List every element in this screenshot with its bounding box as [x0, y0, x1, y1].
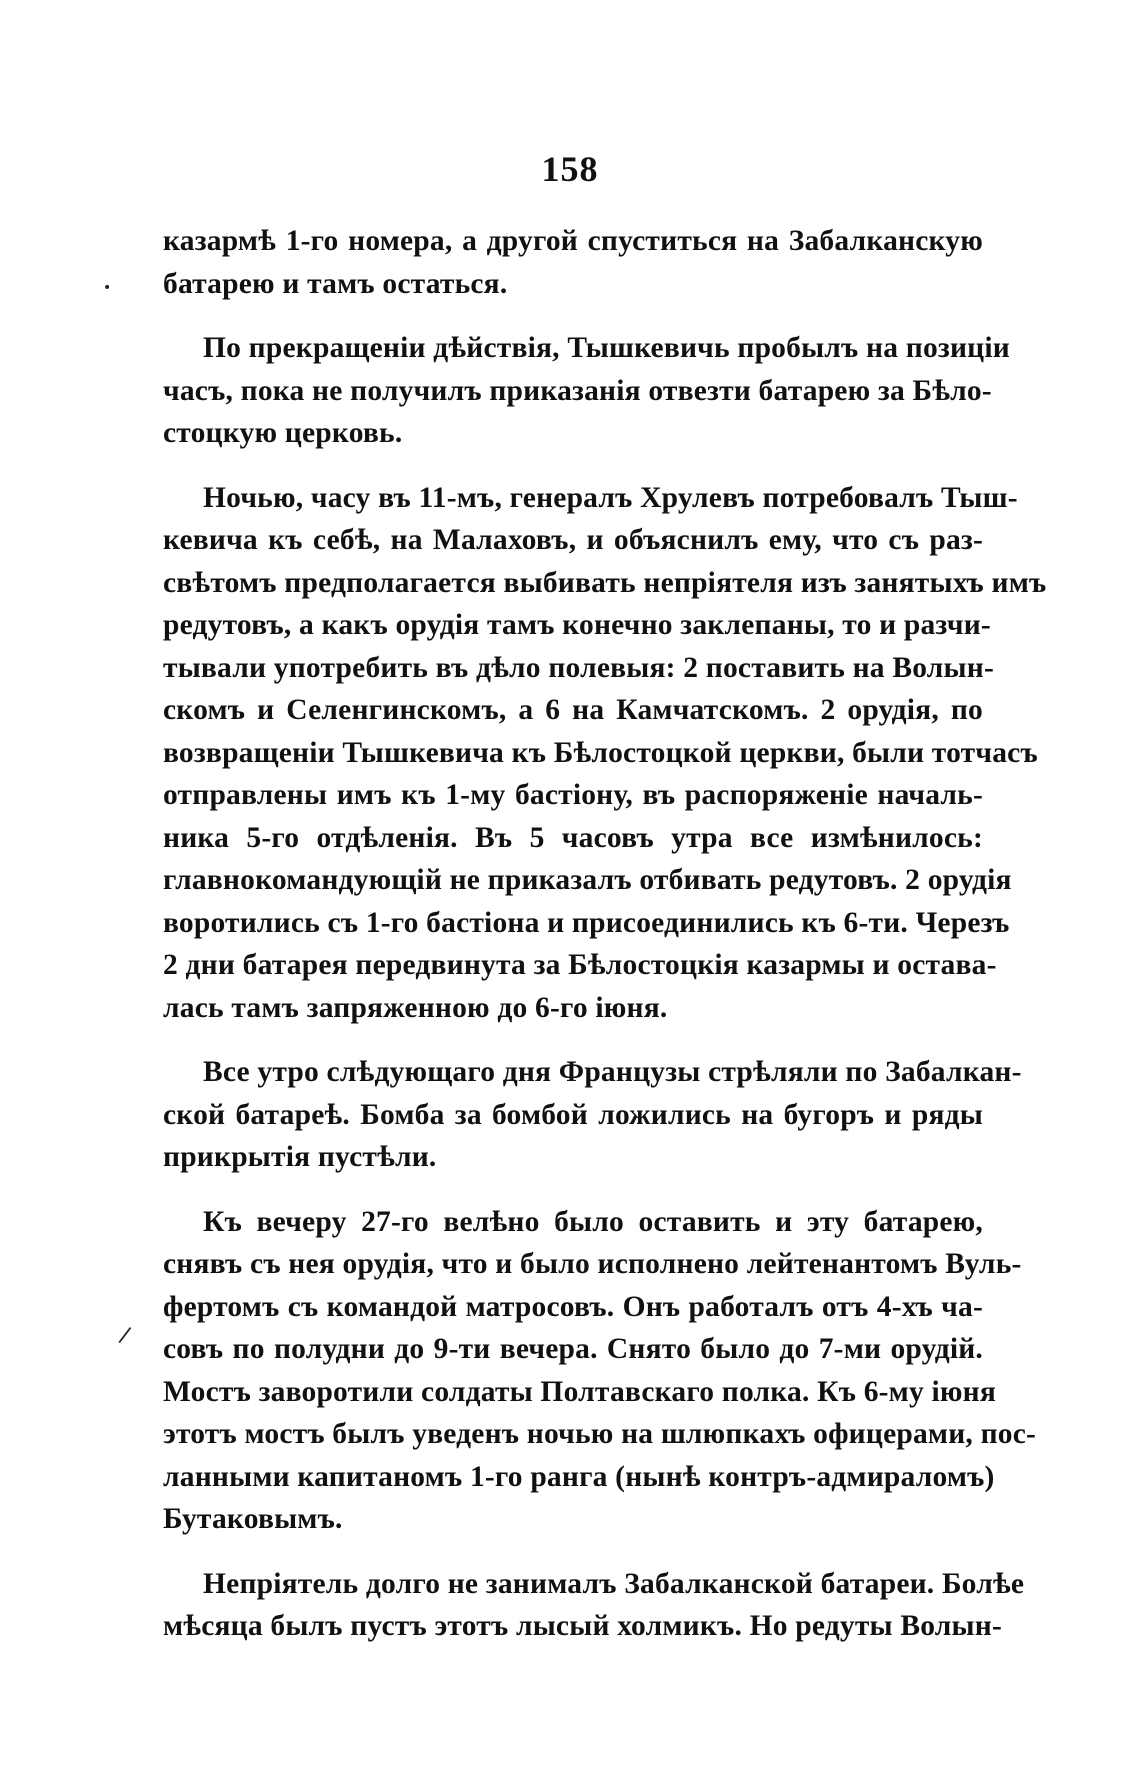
text-line: свѣтомъ предполагается выбивать непріятеля изъ занятыхъ имъ	[163, 566, 1047, 599]
text-line: лась тамъ запряженною до 6-го іюня.	[163, 991, 668, 1024]
text-line: батарею и тамъ остаться.	[163, 267, 508, 300]
text-line: отправлены имъ къ 1-му бастіону, въ распоряженіе началь-	[163, 779, 983, 811]
paragraph	[163, 1051, 1022, 1179]
text-line: тывали употребить въ дѣло полевыя: 2 поставить на Волын-	[163, 651, 994, 684]
text-line: прикрытія пустѣли.	[163, 1141, 437, 1173]
text-line: 2 дни батарея передвинута за Бѣлостоцкія казармы и остава-	[163, 949, 997, 981]
text-line: главнокомандующій не приказалъ отбивать редутовъ. 2 орудія	[163, 864, 1012, 896]
text-line: кевича къ себѣ, на Малаховъ, и объяснилъ ему, что съ раз-	[163, 524, 983, 556]
paragraph	[163, 327, 1010, 455]
page-number: 158	[541, 149, 599, 189]
text-line: редутовъ, а какъ орудія тамъ конечно заклепаны, то и разчи-	[163, 609, 991, 641]
margin-tick-mark: /	[116, 1322, 133, 1349]
text-line: ланными капитаномъ 1-го ранга (нынѣ контръ-адмираломъ)	[163, 1460, 995, 1493]
paragraph	[163, 1201, 1037, 1541]
text-line: Ночью, часу въ 11-мъ, генералъ Хрулевъ потребовалъ Тыш-	[203, 481, 1018, 514]
text-line: Непріятель долго не занималъ Забалканской батареи. Болѣе	[203, 1567, 1025, 1600]
paragraph	[163, 477, 1047, 1030]
text-line: фертомъ съ командой матросовъ. Онъ работалъ отъ 4-хъ ча-	[163, 1290, 983, 1323]
margin-dot-mark: •	[103, 280, 112, 296]
text-line: часъ, пока не получилъ приказанія отвезти батарею за Бѣло-	[163, 374, 992, 407]
text-line: скомъ и Селенгинскомъ, а 6 на Камчатскомъ. 2 орудія, по	[163, 694, 983, 726]
text-line: По прекращеніи дѣйствія, Тышкевичь пробылъ на позиціи	[203, 332, 1010, 364]
text-line: снявъ съ нея орудія, что и было исполнено лейтенантомъ Вуль-	[163, 1248, 1022, 1280]
text-line: ской батареѣ. Бомба за бомбой ложились на бугоръ и ряды	[163, 1098, 983, 1131]
text-line: Все утро слѣдующаго дня Французы стрѣляли по Забалкан-	[203, 1056, 1022, 1088]
text-line: мѣсяца былъ пустъ этотъ лысый холмикъ. Но редуты Волын-	[163, 1610, 1003, 1642]
body-text	[163, 220, 1047, 1648]
text-line: воротились съ 1-го бастіона и присоединились къ 6-ти. Черезъ	[163, 906, 1010, 939]
text-line: казармѣ 1-го номера, а другой спуститься на Забалканскую	[163, 225, 983, 257]
text-line: Къ вечеру 27-го велѣно было оставить и эту батарею,	[203, 1205, 983, 1238]
text-line: этотъ мостъ былъ уведенъ ночью на шлюпкахъ офицерами, пос-	[163, 1418, 1037, 1450]
text-line: возвращеніи Тышкевича къ Бѣлостоцкой церкви, были тотчасъ	[163, 736, 1038, 769]
text-line: совъ по полудни до 9-ти вечера. Снято было до 7-ми орудій.	[163, 1333, 983, 1365]
text-line: Мостъ заворотили солдаты Полтавскаго полка. Къ 6-му іюня	[163, 1375, 996, 1408]
paragraph	[163, 220, 983, 305]
text-line: стоцкую церковь.	[163, 417, 403, 449]
text-line: ника 5-го отдѣленія. Въ 5 часовъ утра все измѣнилось:	[163, 821, 983, 854]
text-line: Бутаковымъ.	[163, 1503, 343, 1535]
paragraph	[163, 1563, 1025, 1648]
